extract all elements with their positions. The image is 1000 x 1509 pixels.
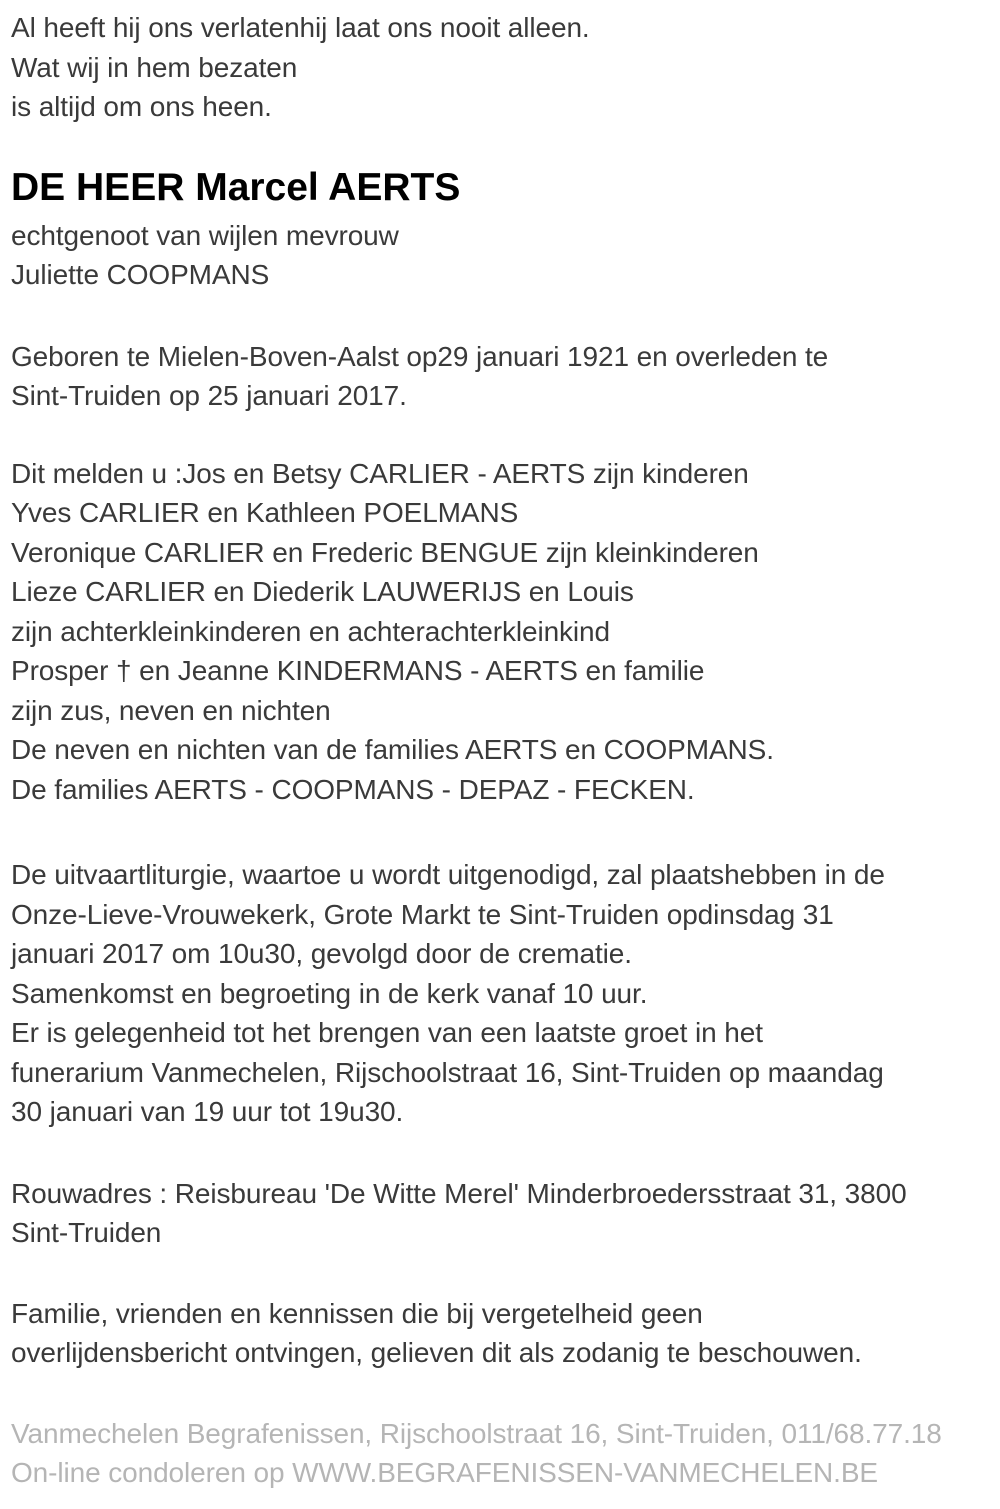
funeral-line: 30 januari van 19 uur tot 19u30. (11, 1096, 404, 1127)
mourning-address-line: Sint-Truiden (11, 1217, 162, 1248)
apology-notice (11, 1294, 990, 1373)
funeral-line: funerarium Vanmechelen, Rijschoolstraat 16, Sint-Truiden op maandag (11, 1056, 884, 1088)
funeral-home-contact: Vanmechelen Begrafenissen, Rijschoolstraat 16, Sint-Truiden, 011/68.77.18 (11, 1417, 942, 1449)
birth-death-info (11, 337, 990, 416)
family-line: De neven en nichten van de families AERTS en COOPMANS. (11, 734, 774, 765)
mourning-address (11, 1174, 990, 1253)
family-line: zijn achterkleinkinderen en achterachterkleinkind (11, 615, 611, 647)
family-announcement (11, 454, 990, 810)
verse-line: Al heeft hij ons verlatenhij laat ons nooit alleen. (11, 12, 590, 43)
mourning-address-line: Rouwadres : Reisbureau 'De Witte Merel' Minderbroedersstraat 31, 3800 (11, 1177, 907, 1209)
birth-death-line: Sint-Truiden op 25 januari 2017. (11, 380, 407, 411)
verse-line: Wat wij in hem bezaten (11, 51, 298, 83)
family-line: Dit melden u :Jos en Betsy CARLIER - AERTS zijn kinderen (11, 457, 749, 489)
funeral-details (11, 855, 990, 1132)
deceased-name-heading: DE HEER Marcel AERTS (11, 165, 461, 209)
funeral-line: januari 2017 om 10u30, gevolgd door de crematie. (11, 938, 632, 969)
spouse-info (11, 216, 990, 295)
family-line: Lieze CARLIER en Diederik LAUWERIJS en Louis (11, 576, 634, 607)
family-line: De families AERTS - COOPMANS - DEPAZ - FECKEN. (11, 773, 695, 805)
funeral-line: De uitvaartliturgie, waartoe u wordt uitgenodigd, zal plaatshebben in de (11, 859, 885, 890)
spouse-line: Juliette COOPMANS (11, 259, 270, 290)
apology-notice-line: overlijdensbericht ontvingen, gelieven dit als zodanig te beschouwen. (11, 1337, 862, 1368)
online-condolence-info: On-line condoleren op WWW.BEGRAFENISSEN-VANMECHELEN.BE (11, 1457, 879, 1488)
spouse-line: echtgenoot van wijlen mevrouw (11, 219, 399, 251)
family-line: zijn zus, neven en nichten (11, 694, 331, 726)
funeral-line: Samenkomst en begroeting in de kerk vanaf 10 uur. (11, 977, 648, 1009)
verse-line: is altijd om ons heen. (11, 91, 272, 122)
apology-notice-line: Familie, vrienden en kennissen die bij vergetelheid geen (11, 1297, 703, 1329)
family-line: Yves CARLIER en Kathleen POELMANS (11, 497, 519, 528)
family-line-with-cross: Prosper † en Jeanne KINDERMANS - AERTS en familie (11, 655, 705, 686)
family-line: Veronique CARLIER en Frederic BENGUE zijn kleinkinderen (11, 536, 759, 568)
funeral-line: Onze-Lieve-Vrouwekerk, Grote Markt te Sint-Truiden opdinsdag 31 (11, 898, 834, 930)
funeral-home-footer (11, 1414, 990, 1493)
opening-verse (11, 8, 990, 127)
funeral-line: Er is gelegenheid tot het brengen van een laatste groet in het (11, 1017, 763, 1048)
birth-death-line: Geboren te Mielen-Boven-Aalst op29 januari 1921 en overleden te (11, 340, 829, 372)
